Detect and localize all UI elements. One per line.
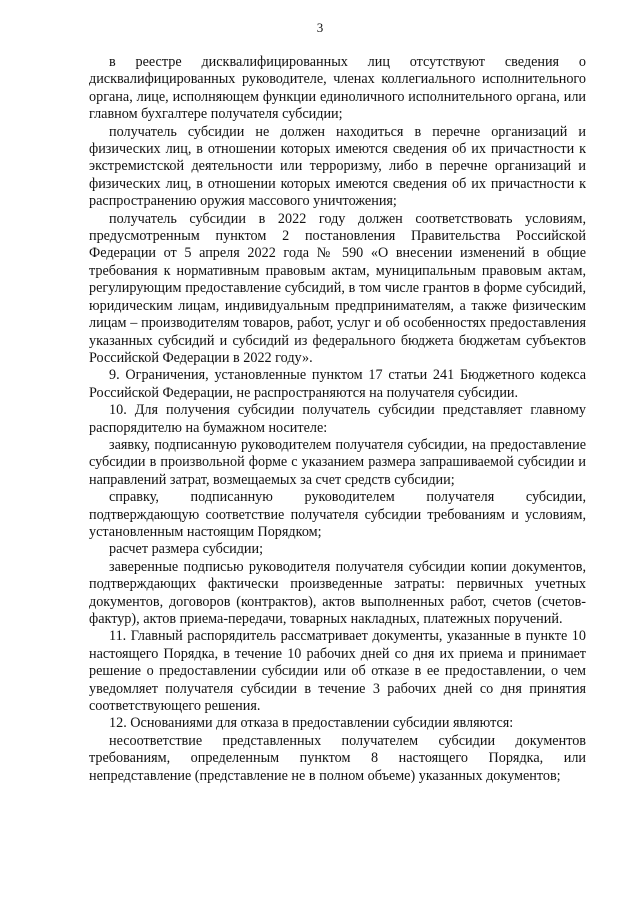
paragraph-calculation: расчет размера субсидии; <box>109 541 264 558</box>
paragraph-copies: заверенные подписью руководителя получателя субсидии копии документов, подтверждающих фактически произведенные затраты: первичных учетных документов, договоров (контрактов), актов выполненных работ, счетов (счетов-фактур), актов приема-передачи, товарных накладных, платежных поручений. <box>89 558 586 627</box>
document-body <box>89 54 586 785</box>
paragraph-disqualified-registry: в реестре дисквалифицированных лиц отсутствуют сведения о дисквалифицированных руководителе, членах коллегиального исполнительного органа, лице, исполняющем функции единоличного исполнительного органа, или главном бухгалтере получателя субсидии; <box>89 54 586 123</box>
paragraph-application: заявку, подписанную руководителем получателя субсидии, на предоставление субсидии в произвольной форме с указанием размера запрашиваемой субсидии и направлений затрат, возмещаемых за счет средств субсидии; <box>89 436 586 488</box>
paragraph-2022-conditions: получатель субсидии в 2022 году должен соответствовать условиям, предусмотренным пунктом 2 постановления Правительства Российской Федерации от 5 апреля 2022 года № 590 «О внесении изменений в общие требования к нормативным правовым актам, муниципальным правовым актам, регулирующим предоставление субсидий, в том числе грантов в форме субсидий, юридическим лицам, индивидуальным предпринимателям, а также физическим лицам – производителям товаров, работ, услуг и об особенностях предоставления указанных субсидий и субсидий из федерального бюджета бюджетам субъектов Российской Федерации в 2022 году». <box>89 210 586 366</box>
paragraph-item-12: 12. Основаниями для отказа в предоставлении субсидии являются: <box>109 715 514 732</box>
paragraph-extremism-list: получатель субсидии не должен находиться в перечне организаций и физических лиц, в отношении которых имеются сведения об их причастности к экстремистской деятельности или терроризму, либо в перечне организаций и физических лиц, в отношении которых имеются сведения об их причастности к распространению оружия массового уничтожения; <box>89 123 586 210</box>
paragraph-item-10: 10. Для получения субсидии получатель субсидии представляет главному распорядителю на бумажном носителе: <box>89 402 586 436</box>
paragraph-noncompliance: несоответствие представленных получателем субсидии документов требованиям, определенным пунктом 8 настоящего Порядка, или непредставление (представление не в полном объеме) указанных документов; <box>89 732 586 784</box>
page-number: 3 <box>316 20 324 35</box>
paragraph-item-11: 11. Главный распорядитель рассматривает документы, указанные в пункте 10 настоящего Порядка, в течение 10 рабочих дней со дня их приема и принимает решение о предоставлении субсидии или об отказе в ее предоставлении, о чем уведомляет получателя субсидии в течение 3 рабочих дней со дня принятия соответствующего решения. <box>89 628 586 715</box>
paragraph-item-9: 9. Ограничения, установленные пунктом 17 статьи 241 Бюджетного кодекса Российской Федерации, не распространяются на получателя субсидии. <box>89 367 586 401</box>
paragraph-certificate: справку, подписанную руководителем получателя субсидии, подтверждающую соответствие получателя субсидии требованиям и условиям, установленным настоящим Порядком; <box>89 489 586 540</box>
